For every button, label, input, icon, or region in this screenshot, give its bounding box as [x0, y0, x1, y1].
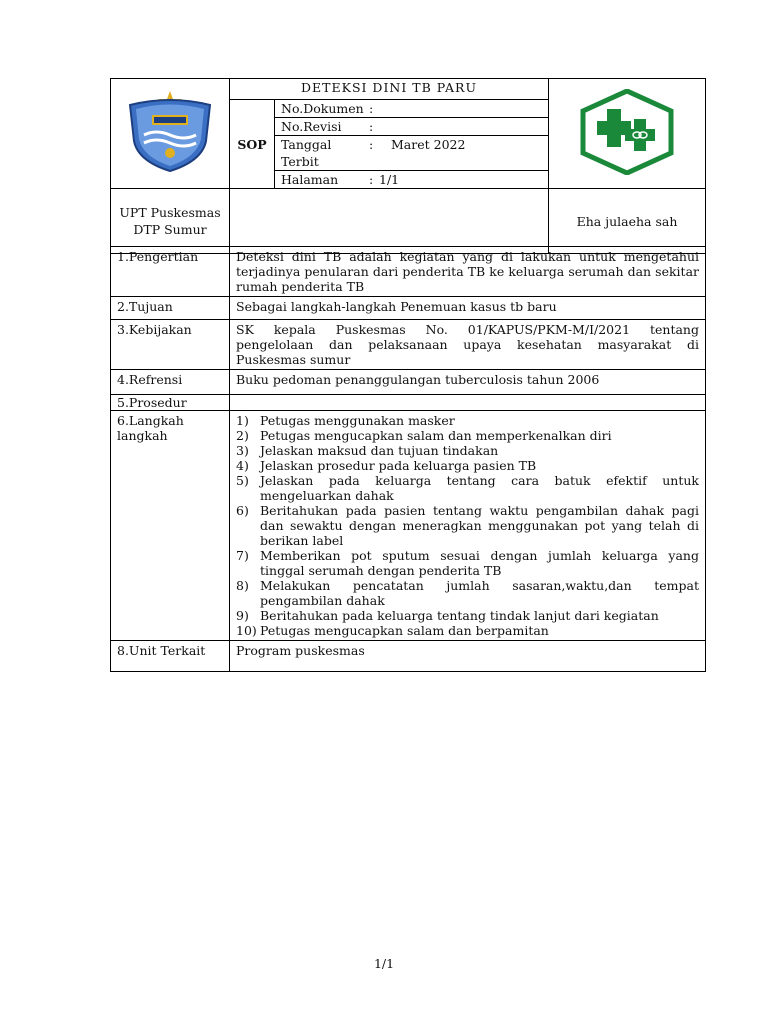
- meta-row-page: Halaman : 1/1: [275, 171, 549, 189]
- signatory-name: Eha julaeha sah: [549, 189, 706, 254]
- row-purpose: 2.Tujuan Sebagai langkah-langkah Penemuan kasus tb baru: [111, 297, 706, 320]
- organization-name: UPT Puskesmas DTP Sumur: [111, 189, 230, 254]
- page-number: 1/1: [373, 956, 395, 971]
- row-policy: 3.Kebijakan SK kepala Puskesmas No. 01/KAPUS/PKM-M/I/2021 tentang pengelolaan dan pelaksanaan upaya kesehatan masyarakat di Puskesmas sumur: [111, 320, 706, 370]
- row-steps: 6.Langkah langkah 1) Petugas menggunakan masker 2) Petugas mengucapkan salam dan memperkenalkan diri 3) Jelaskan maksud dan tujuan tindakan 4) Jelaskan prosedur pada keluarga pasien TB 5) Jelaskan pada keluarga tentang cara batuk efektif untuk mengeluarkan dahak 6) Beritahukan pada pasien tentang waktu pengambilan dahak pagi dan sewaktu dengan meneragkan menggunakan pot yang telah di berikan label 7) Memberikan pot sputum sesuai dengan jumlah keluarga yang tinggal serumah dengan penderita TB 8) Melakukan pencatatan jumlah sasaran,waktu,dan tempat pengambilan dahak 9) Beritahukan pada keluarga tentang tindak lanjut dari kegiatan 10) Petugas mengucapkan salam dan berpamitan: [111, 411, 706, 641]
- meta-row-document-number: No.Dokumen :: [275, 100, 549, 118]
- meta-row-issue-date: Tanggal Terbit : Maret 2022: [275, 136, 549, 171]
- list-item: 8) Melakukan pencatatan jumlah sasaran,waktu,dan tempat pengambilan dahak: [236, 578, 699, 608]
- sop-header-table: [110, 78, 706, 254]
- approval-blank-cell: [230, 189, 549, 254]
- row-definition: 1.Pengertian Deteksi dini TB adalah kegiatan yang di lakukan untuk mengetahui terjadinya penularan dari penderita TB ke keluarga serumah dan sekitar rumah penderita TB: [111, 247, 706, 297]
- list-item: 6) Beritahukan pada pasien tentang waktu pengambilan dahak pagi dan sewaktu dengan meneragkan menggunakan pot yang telah di berikan label: [236, 503, 699, 548]
- steps-list: [236, 413, 699, 638]
- regency-emblem-cell: [111, 79, 230, 189]
- list-item: 4) Jelaskan prosedur pada keluarga pasien TB: [236, 458, 537, 473]
- list-item: 2) Petugas mengucapkan salam dan memperkenalkan diri: [236, 428, 612, 443]
- list-item: 7) Memberikan pot sputum sesuai dengan jumlah keluarga yang tinggal serumah dengan penderita TB: [236, 548, 699, 578]
- puskesmas-logo-cell: [549, 79, 706, 189]
- row-procedure: 5.Prosedur: [111, 395, 706, 411]
- list-item: 9) Beritahukan pada keluarga tentang tindak lanjut dari kegiatan: [236, 608, 659, 623]
- regency-emblem-icon: [122, 89, 218, 175]
- list-item: 1) Petugas menggunakan masker: [236, 413, 455, 428]
- sop-label: SOP: [230, 100, 275, 189]
- list-item: 3) Jelaskan maksud dan tujuan tindakan: [236, 443, 499, 458]
- list-item: 10) Petugas mengucapkan salam dan berpamitan: [236, 623, 549, 638]
- row-reference: 4.Refrensi Buku pedoman penanggulangan tuberculosis tahun 2006: [111, 370, 706, 395]
- meta-row-revision: No.Revisi :: [275, 118, 549, 136]
- sop-body-table: [110, 246, 706, 672]
- row-related-unit: 8.Unit Terkait Program puskesmas: [111, 641, 706, 672]
- document-title: DETEKSI DINI TB PARU: [230, 79, 549, 100]
- puskesmas-logo-icon: [575, 89, 679, 175]
- list-item: 5) Jelaskan pada keluarga tentang cara batuk efektif untuk mengeluarkan dahak: [236, 473, 699, 503]
